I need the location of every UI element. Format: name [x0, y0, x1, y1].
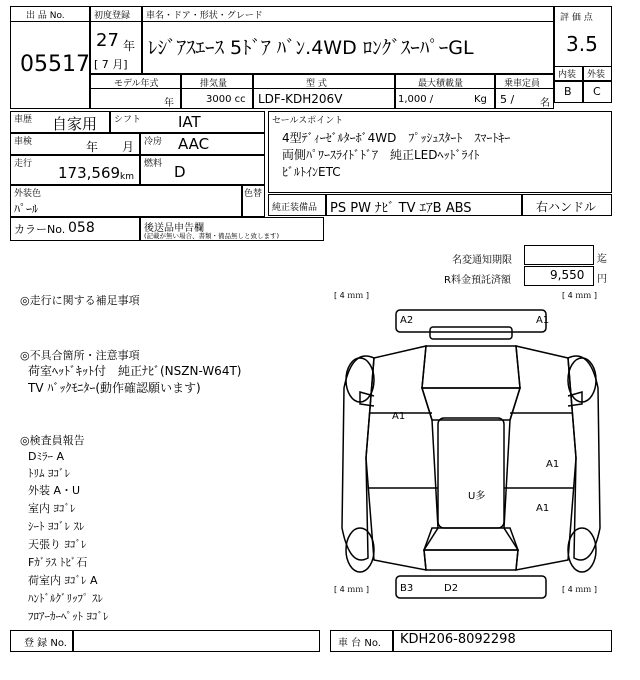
- inspection-label: 車検: [14, 137, 33, 147]
- capacity-unit: 名: [540, 98, 550, 109]
- reg-no-div: [72, 630, 74, 652]
- ext-color-cell: [10, 185, 242, 217]
- diagram-rear-body: [424, 550, 518, 570]
- diagram-windshield: [422, 388, 520, 420]
- exterior-label: 外装: [587, 70, 606, 80]
- name-change-label: 名変通知期限: [452, 255, 512, 266]
- lot-no-label: 出 品 No.: [26, 11, 65, 21]
- spec-div-1: [180, 74, 182, 109]
- history-label: 車歴: [14, 115, 33, 125]
- recycle-unit: 円: [597, 274, 607, 285]
- capacity-label: 乗車定員: [504, 79, 541, 89]
- post-items-note: (記載が無い場合、書類・備品無しと致します): [144, 232, 280, 240]
- equipment-label: 純正装備品: [272, 203, 318, 213]
- diagram-front-grille: [430, 327, 512, 339]
- tire-depth-fl: [ 4 ｍｍ ]: [334, 291, 369, 300]
- fuel-label: 燃料: [144, 159, 163, 169]
- defect-line-2: TV ﾊﾞｯｸﾓﾆﾀｰ(動作確認願います): [28, 381, 201, 395]
- damage-mark-a1-left: A1: [392, 411, 406, 422]
- driving-notes-title: ◎走行に関する補足事項: [20, 294, 140, 307]
- capacity-value: 5 /: [500, 93, 515, 106]
- load-value: 1,000 /: [398, 94, 434, 105]
- diagram-rear-bumper: [396, 576, 546, 598]
- first-reg-year-unit: 年: [123, 39, 136, 53]
- spec-div-3: [394, 74, 396, 109]
- inspector-line-9: ﾊﾝﾄﾞﾙｸﾞﾘｯﾌﾟ ｽﾚ: [28, 592, 103, 605]
- diagram-front-bumper: [396, 310, 546, 332]
- damage-mark-a2-front: A2: [400, 315, 414, 326]
- history-value: 自家用: [52, 115, 98, 133]
- mileage-label: 走行: [14, 159, 33, 169]
- inspector-line-2: ﾄﾘﾑ ﾖｺﾞﾚ: [28, 467, 70, 480]
- diagram-left-side: [366, 346, 438, 570]
- diagram-roof: [438, 418, 504, 528]
- color-change-label: 色替: [244, 189, 263, 199]
- inspector-line-3: 外装 A・U: [28, 484, 81, 497]
- inspection-month: 月: [122, 140, 135, 154]
- exterior-grade: C: [593, 85, 601, 98]
- tire-depth-fr: [ 4 ｍｍ ]: [562, 291, 597, 300]
- inspector-line-4: 室内 ﾖｺﾞﾚ: [28, 502, 76, 515]
- damage-mark-u-roof: U多: [468, 491, 486, 502]
- sales-point-line-2: 両側ﾊﾟﾜｰｽﾗｲﾄﾞﾄﾞｱ 純正LEDﾍｯﾄﾞﾗｲﾄ: [282, 148, 480, 162]
- sales-point-line-1: 4型ﾃﾞｨｰｾﾞﾙﾀｰﾎﾞ4WD ﾌﾟｯｼｭｽﾀｰﾄ ｽﾏｰﾄｷｰ: [282, 131, 511, 145]
- fuel-value: D: [174, 163, 186, 181]
- type-label: 型 式: [306, 79, 327, 89]
- interior-grade: B: [564, 85, 572, 98]
- mileage-value: 173,569: [58, 164, 121, 182]
- equipment-label-div: [325, 194, 327, 216]
- spec-div-2: [252, 74, 254, 109]
- grade-label: 評 価 点: [560, 13, 593, 23]
- ac-label: 冷房: [144, 137, 163, 147]
- inspector-line-1: Dﾐﾗｰ A: [28, 450, 64, 463]
- model-year-unit: 年: [164, 98, 174, 109]
- diagram-hood: [422, 346, 520, 388]
- ext-color-value: ﾊﾟｰﾙ: [14, 202, 39, 216]
- car-name-value: ﾚｼﾞｱｽｴｰｽ 5ﾄﾞｱ ﾊﾞﾝ.4WD ﾛﾝｸﾞｽｰﾊﾟｰGL: [148, 37, 474, 59]
- diagram-wheel-rl: [346, 528, 374, 572]
- car-name-label: 車名・ドア・形状・グレード: [146, 11, 263, 21]
- recycle-label: R料金預託済額: [444, 275, 511, 286]
- inspector-title: ◎検査員報告: [20, 434, 85, 447]
- inspector-line-7: Fｶﾞﾗｽ ﾄﾋﾞ石: [28, 556, 88, 569]
- color-no-label: カラーNo.: [14, 223, 66, 236]
- damage-mark-b3-rear: B3: [400, 583, 414, 594]
- diagram-wheel-rr: [568, 528, 596, 572]
- vehicle-damage-diagram: [330, 288, 612, 608]
- diagram-rear-window: [424, 528, 518, 550]
- damage-mark-d2-rear: D2: [444, 583, 459, 594]
- type-value: LDF-KDH206V: [258, 92, 343, 106]
- shift-label: シフト: [114, 115, 142, 125]
- sales-point-label: セールスポイント: [272, 116, 344, 126]
- displacement-value: 3000 cc: [206, 94, 246, 105]
- ext-color-label: 外装色: [14, 189, 42, 199]
- name-change-unit: 迄: [597, 254, 607, 265]
- color-no-value: 058: [68, 220, 95, 236]
- sales-point-line-3: ﾋﾞﾙﾄｲﾝETC: [282, 165, 341, 179]
- mileage-unit: km: [120, 172, 134, 182]
- diagram-right-side: [504, 346, 576, 570]
- defect-title: ◎不具合箇所・注意事項: [20, 349, 140, 362]
- damage-mark-a1-front: A1: [536, 315, 550, 326]
- name-change-box: [524, 245, 594, 265]
- damage-mark-a1-right: A1: [546, 459, 560, 470]
- defect-line-1: 荷室ﾍｯﾄﾞｷｯﾄ付 純正ﾅﾋﾞ(NSZN-W64T): [28, 364, 242, 378]
- post-items-label: 後送品申告欄: [144, 223, 204, 234]
- spec-div-4: [494, 74, 496, 109]
- inspector-line-6: 天張り ﾖｺﾞﾚ: [28, 538, 87, 551]
- handle-value: 右ハンドル: [536, 200, 597, 214]
- load-unit: Kg: [474, 94, 487, 105]
- equipment-value: PS PW ﾅﾋﾞ TV ｴｱB ABS: [330, 201, 472, 216]
- ac-value: AAC: [178, 135, 210, 153]
- chassis-no-value: KDH206-8092298: [400, 632, 516, 647]
- damage-mark-a1-right-rear: A1: [536, 503, 550, 514]
- first-reg-year: 27: [96, 30, 119, 51]
- shift-value: IAT: [178, 113, 201, 131]
- recycle-value: 9,550: [550, 268, 585, 282]
- inspector-line-5: ｼｰﾄ ﾖｺﾞﾚ ｽﾚ: [28, 520, 85, 533]
- reg-no-label: 登 録 No.: [24, 638, 67, 649]
- inspection-year: 年: [86, 140, 99, 154]
- load-label: 最大積載量: [418, 79, 464, 89]
- inspector-line-8: 荷室内 ﾖｺﾞﾚ A: [28, 574, 98, 587]
- lot-no-value: 05517: [20, 52, 90, 77]
- tire-depth-rr: [ 4 ｍｍ ]: [562, 585, 597, 594]
- displacement-label: 排気量: [200, 79, 228, 89]
- first-reg-month: [ 7 月]: [94, 58, 128, 71]
- inspector-line-10: ﾌﾛｱｰｶｰﾍﾟｯﾄ ﾖｺﾞﾚ: [28, 610, 109, 623]
- score-value: 3.5: [566, 32, 598, 56]
- chassis-no-div: [392, 630, 394, 652]
- interior-label: 内装: [558, 70, 577, 80]
- model-year-label: モデル年式: [114, 79, 159, 89]
- tire-depth-rl: [ 4 ｍｍ ]: [334, 585, 369, 594]
- first-reg-label: 初度登録: [94, 11, 131, 21]
- chassis-no-label: 車 台 No.: [338, 638, 381, 649]
